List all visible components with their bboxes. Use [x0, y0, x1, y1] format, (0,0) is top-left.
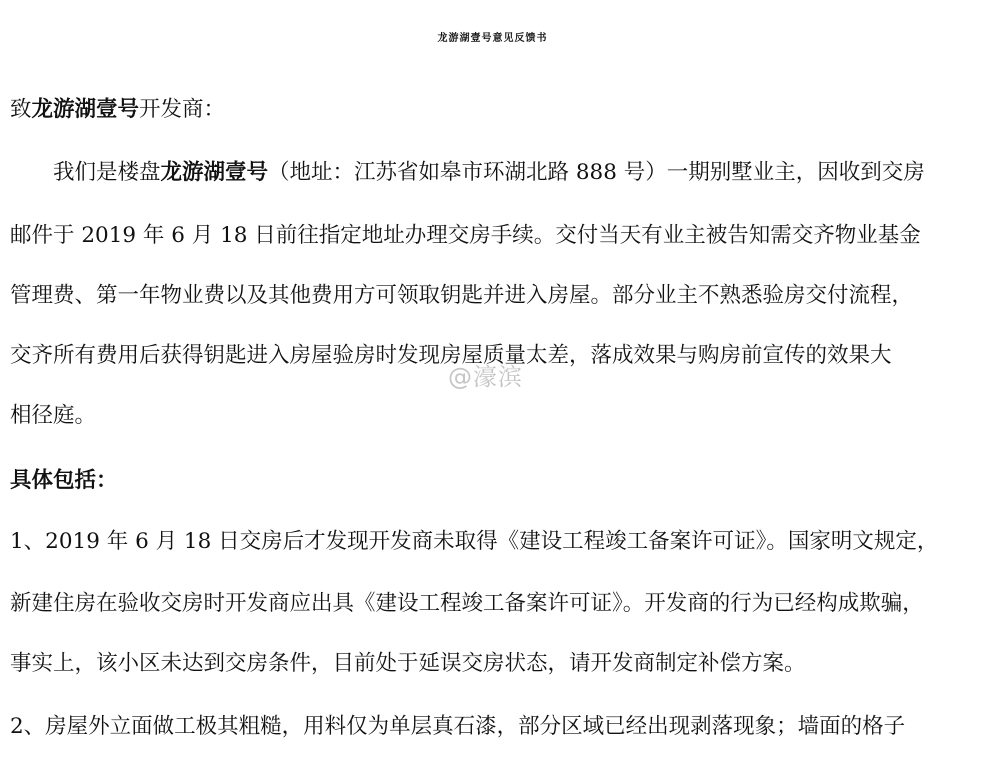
intro-line-1-name: 龙游湖壹号	[160, 160, 269, 185]
document-title: 龙游湖壹号意见反馈书	[437, 33, 548, 44]
intro-line-2: 邮件于 2019 年 6 月 18 日前往指定地址办理交房手续。交付当天有业主被告知需交齐物业基金	[10, 223, 921, 248]
item-2-line-1: 2、房屋外立面做工极其粗糙，用料仅为单层真石漆，部分区域已经出现剥落现象；墙面的格子	[10, 714, 906, 739]
item-1-line-2: 新建住房在验收交房时开发商应出具《建设工程竣工备案许可证》。开发商的行为已经构成欺骗，	[10, 591, 924, 616]
intro-line-5: 相径庭。	[10, 403, 97, 428]
intro-line-3: 管理费、第一年物业费以及其他费用方可领取钥匙并进入房屋。部分业主不熟悉验房交付流程，	[10, 283, 914, 308]
item-1-line-1: 1、2019 年 6 月 18 日交房后才发现开发商未取得《建设工程竣工备案许可证》。国家明文规定，	[10, 529, 939, 554]
salutation-suffix: 开发商：	[139, 97, 226, 122]
section-heading: 具体包括：	[10, 468, 118, 493]
salutation-line	[10, 80, 225, 140]
intro-line-1	[53, 143, 925, 203]
salutation-name: 龙游湖壹号	[31, 97, 140, 122]
intro-line-1-rest: （地址：江苏省如皋市环湖北路 888 号）一期别墅业主，因收到交房	[268, 160, 925, 185]
watermark: @濠滨	[448, 363, 523, 391]
intro-line-1-prefix: 我们是楼盘	[53, 160, 161, 185]
intro-line-4: 交齐所有费用后获得钥匙进入房屋验房时发现房屋质量太差，落成效果与购房前宣传的效果大	[10, 343, 892, 368]
item-1-line-3: 事实上，该小区未达到交房条件，目前处于延误交房状态，请开发商制定补偿方案。	[10, 651, 806, 676]
salutation-prefix: 致	[10, 97, 32, 122]
